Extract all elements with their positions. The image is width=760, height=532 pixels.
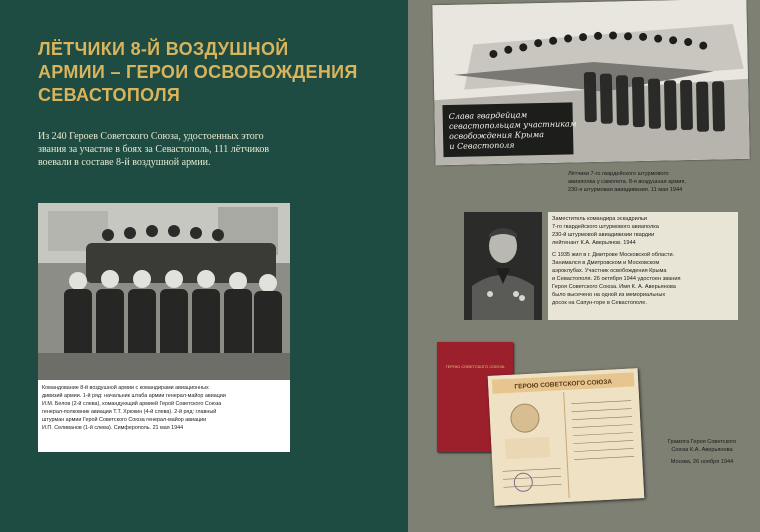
caption-line: лейтенант К.А. Аверьянов. 1944 xyxy=(552,240,636,246)
caption-line: Москва, 26 ноября 1944 xyxy=(670,459,734,465)
pilot-caption xyxy=(552,215,736,307)
bio-line: было высечено на одной из мемориальных xyxy=(552,292,666,298)
bio-line: досок на Сапун-горе в Севастополе. xyxy=(552,300,647,306)
caption-line: 230-я штурмовая авиадивизия. 11 мая 1944 xyxy=(568,187,683,193)
bio-line: аэроклубах. Участник освобождения Крыма xyxy=(552,268,667,274)
caption-line: И.М. Белов (2-й слева), командующий армией Герой Советского Союза xyxy=(42,401,222,407)
group-photo-caption xyxy=(38,380,290,452)
certificate-document xyxy=(488,368,645,506)
plane-inscription-line: освобождения Крыма xyxy=(449,129,545,141)
caption-line: дивизий армии. 1-й ряд: начальник штаба армии генерал-майор авиации xyxy=(42,393,226,399)
bio-line: и Севастополя. 26 октября 1944 удостоен звания xyxy=(552,276,681,282)
caption-line: 7-го гвардейского штурмового авиаполка xyxy=(552,224,659,230)
caption-line: Заместитель командира эскадрильи xyxy=(552,216,648,222)
intro-line: звания за участие в боях за Севастополь, 111 лётчиков xyxy=(38,144,270,155)
bio-line: Занимался в Дмитровском и Московском xyxy=(552,260,660,266)
certificate-caption xyxy=(654,438,750,466)
caption-line: генерал-полковник авиации Т.Т. Хрюкин (4-й слева). 2-й ряд: главный xyxy=(42,409,217,415)
caption-line: И.П. Селиванов (1-й слева). Симферополь. 21 мая 1944 xyxy=(42,425,184,431)
intro-line: воевали в составе 8-й воздушной армии. xyxy=(38,157,211,168)
pilot-portrait-image xyxy=(464,212,542,320)
group-photo xyxy=(38,203,290,380)
caption-line: Союза К.А. Аверьянова xyxy=(671,447,733,453)
caption-line: Грамота Героя Советского xyxy=(667,439,737,445)
caption-line: штурман армии Герой Советского Союза генерал-майор авиации xyxy=(42,417,207,423)
pilot-portrait xyxy=(464,212,542,320)
plane-photo-image xyxy=(432,0,749,165)
title-line: ЛЁТЧИКИ 8-Й ВОЗДУШНОЙ xyxy=(38,39,289,59)
group-photo-image xyxy=(38,203,290,380)
plane-photo xyxy=(432,0,749,165)
page-title xyxy=(38,38,378,107)
title-line: АРМИИ – ГЕРОИ ОСВОБОЖДЕНИЯ xyxy=(38,62,358,82)
plane-inscription-line: Слава гвардейцам xyxy=(448,110,528,121)
intro-line: Из 240 Героев Советского Союза, удостоенных этого xyxy=(38,131,264,142)
caption-line: 230-й штурмовой авиадивизии гвардии xyxy=(552,232,655,238)
caption-line: авиаполка у самолета. 8-я воздушная армия, xyxy=(568,179,686,185)
caption-line: Лётчики 7-го гвардейского штурмового xyxy=(568,171,669,177)
bio-line: С 1935 жил в г. Дмитрове Московской области. xyxy=(552,252,675,258)
certificate-header: ГЕРОЮ СОВЕТСКОГО СОЮЗА xyxy=(514,378,613,391)
bio-line: Героя Советского Союза. Имя К. А. Аверьянова xyxy=(552,284,676,290)
plane-photo-caption xyxy=(568,170,748,194)
booklet-cover-text: ГЕРОЮ СОВЕТСКОГО СОЮЗА xyxy=(445,364,505,369)
plane-inscription-line: севастопольцам участникам xyxy=(448,119,577,131)
intro-text xyxy=(38,130,288,169)
title-line: СЕВАСТОПОЛЯ xyxy=(38,85,181,105)
certificate-image xyxy=(488,368,645,506)
caption-line: Командование 8-й воздушной армии с командирами авиационных xyxy=(42,385,209,391)
plane-inscription-line: и Севастополя xyxy=(449,140,515,151)
